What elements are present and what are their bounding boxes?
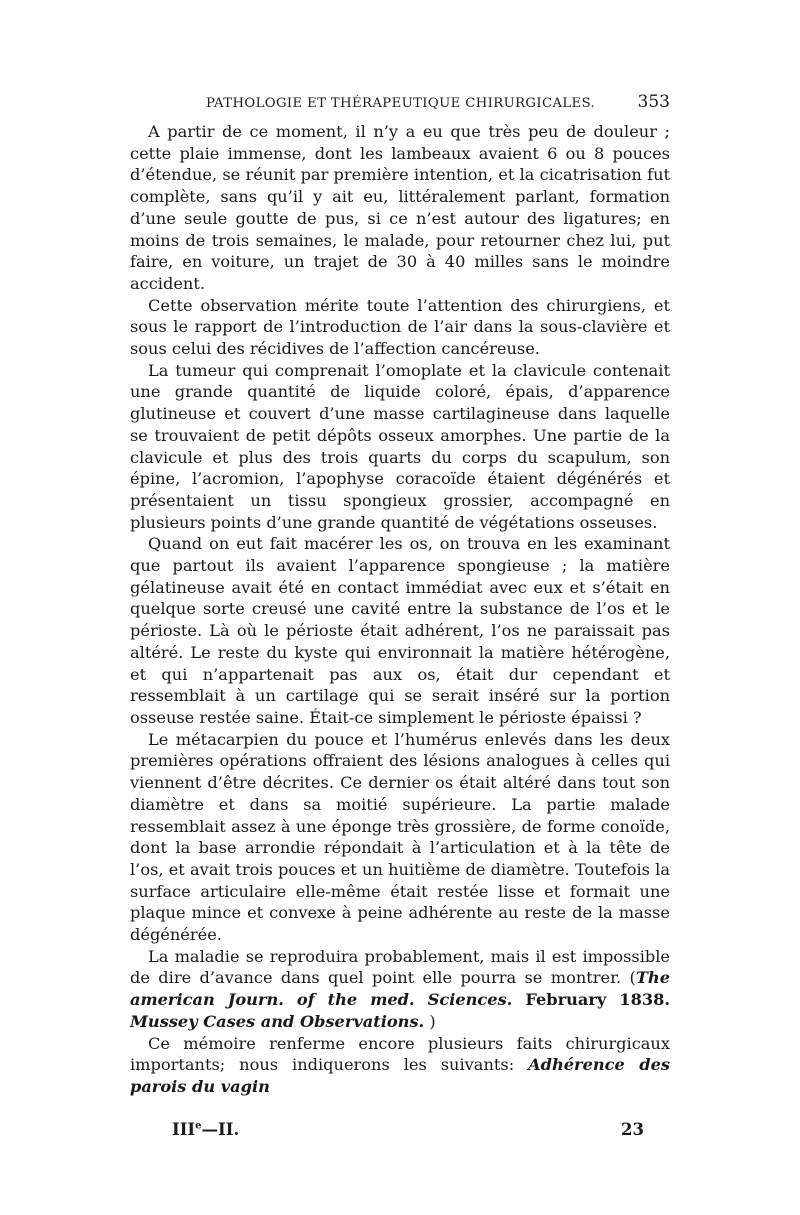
citation-close: ): [424, 1011, 436, 1031]
page-number: 353: [637, 92, 670, 112]
book-page: [130, 92, 670, 1139]
citation-date: February 1838.: [512, 990, 671, 1010]
volume-part: —II.: [201, 1119, 240, 1139]
paragraph-last: [130, 1033, 670, 1098]
paragraph-citation: [130, 946, 670, 1033]
volume-mark: [172, 1120, 239, 1139]
paragraph: La tumeur qui comprenait l’omoplate et la clavicule contenait une grande quantité de liquide coloré, épais, d’apparence glutineuse et couvert d’une masse cartilagineuse dans laquelle se trouvaient de petit dépôts osseux amorphes. Une partie de la clavicule et plus des trois quarts du corps du scapulum, son épine, l’acromion, l’apophyse coracoïde étaient dégénérés et présentaient un tissu spongieux grossier, accompagné en plusieurs points d’une grande quantité de végétations osseuses.: [130, 360, 670, 532]
last-text: Ce mémoire renferme encore plusieurs faits chirurgicaux importants; nous indiquerons les suivants:: [130, 1033, 670, 1075]
running-header: [130, 92, 670, 118]
paragraph: A partir de ce moment, il n’y a eu que très peu de douleur ; cette plaie immense, dont les lambeaux avaient 6 ou 8 pouces d’étendue, se réunit par première intention, et la cicatrisation fut complète, sans qu’il y ait eu, littéralement parlant, formation d’une seule goutte de pus, si ce n’est autour des ligatures; en moins de trois semaines, le malade, pour retourner chez lui, put faire, en voiture, un trajet de 30 à 40 milles sans le moindre accident.: [130, 122, 670, 293]
running-title: PATHOLOGIE ET THÉRAPEUTIQUE CHIRURGICALES.: [206, 96, 596, 111]
journal-title: The american Journ. of the med. Sciences.: [130, 968, 670, 1010]
volume-roman: III: [172, 1119, 196, 1139]
volume-sup: e: [195, 1120, 202, 1132]
paragraph: Cette observation mérite toute l’attention des chirurgiens, et sous le rapport de l’introduction de l’air dans la sous-clavière et sous celui des récidives de l’affection cancéreuse.: [130, 295, 670, 359]
body-text: [130, 121, 670, 1098]
paragraph: Quand on eut fait macérer les os, on trouva en les examinant que partout ils avaient l’apparence spongieuse ; la matière gélatineuse avait été en contact immédiat avec eux et s’était en quelque sorte creusé une cavité entre la substance de l’os et le périoste. Là où le périoste était adhérent, l’os ne paraissait pas altéré. Le reste du kyste qui environnait la matière hétérogène, et qui n’appartenait pas aux os, était dur cependant et ressemblait à un cartilage qui se serait inséré sur la portion osseuse restée saine. Était-ce simplement le périoste épaissi ?: [130, 534, 670, 727]
citation-lead: La maladie se reproduira probablement, mais il est impossible de dire d’avance dans quel point elle pourra se montrer. (: [130, 946, 670, 988]
signature-mark: 23: [621, 1119, 644, 1139]
last-italic: Adhérence des parois du vagin: [130, 1055, 670, 1096]
page-footer: [130, 1120, 670, 1139]
citation-author: Mussey Cases and Observations.: [130, 1011, 425, 1031]
paragraph: Le métacarpien du pouce et l’humérus enlevés dans les deux premières opérations offraient des lésions analogues à celles qui viennent d’être décrites. Ce dernier os était altéré dans tout son diamètre et dans sa moitié supérieure. La partie malade ressemblait assez à une éponge très grossière, de forme conoïde, dont la base arrondie répondait à l’articulation et à la tête de l’os, et avait trois pouces et un huitième de diamètre. Toutefois la surface articulaire elle-même était restée lisse et formait une plaque mince et convexe à peine adhérente au reste de la masse dégénérée.: [130, 729, 670, 945]
